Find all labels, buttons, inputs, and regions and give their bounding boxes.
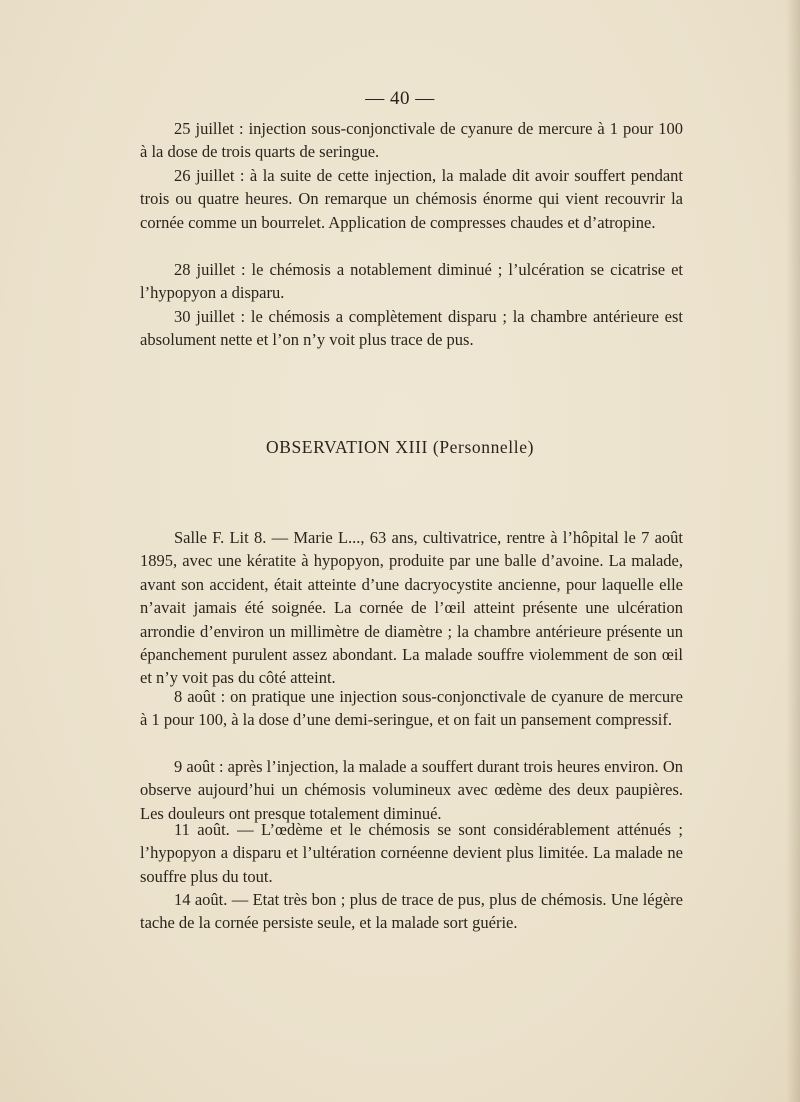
- entry-26-juillet: 26 juillet : à la suite de cette injection, la malade dit avoir souffert pendant trois ou quatre heures. On remarque un chémosis énorme qui vient recouvrir la cornée comme un bourrelet. Application de compresses chaudes et d’atropine.: [140, 166, 683, 232]
- entry-28-juillet: 28 juillet : le chémosis a notablement diminué ; l’ulcération se cicatrise et l’hypopyon a disparu.: [140, 260, 683, 303]
- entry-30-juillet: 30 juillet : le chémosis a complètement disparu ; la chambre antérieure est absolument nette et l’on n’y voit plus trace de pus.: [140, 307, 683, 350]
- observation-case-intro: Salle F. Lit 8. — Marie L..., 63 ans, cultivatrice, rentre à l’hôpital le 7 août 1895, avec une kératite à hypopyon, produite par une balle d’avoine. La malade, avant son accident, était atteinte d’une dacryocystite ancienne, pour laquelle elle n’avait jamais été soignée. La cornée de l’œil atteint présente une ulcération arrondie d’environ un millimètre de diamètre ; la chambre antérieure présente un épanchement purulent assez abondant. La malade souffre violemment de son œil et n’y voit pas du côté atteint.: [140, 528, 683, 688]
- page-number: — 40 —: [365, 88, 435, 109]
- page-edge-shadow: [786, 0, 800, 1102]
- observation-heading: OBSERVATION XIII (Personnelle): [265, 437, 535, 457]
- entry-14-aout: 14 août. — Etat très bon ; plus de trace de pus, plus de chémosis. Une légère tache de la cornée persiste seule, et la malade sort guérie.: [140, 890, 683, 933]
- entry-8-aout: 8 août : on pratique une injection sous-conjonctivale de cyanure de mercure à 1 pour 100, à la dose d’une demi-seringue, et on fait un pansement compressif.: [140, 687, 683, 730]
- entry-25-juillet: 25 juillet : injection sous-conjonctivale de cyanure de mercure à 1 pour 100 à la dose de trois quarts de seringue.: [140, 119, 683, 162]
- entry-9-aout: 9 août : après l’injection, la malade a souffert durant trois heures environ. On observe aujourd’hui un chémosis volumineux avec œdème des deux paupières. Les douleurs ont presque totalement diminué.: [140, 757, 683, 823]
- entry-11-aout: 11 août. — L’œdème et le chémosis se sont considérablement atténués ; l’hypopyon a disparu et l’ultération cornéenne devient plus limitée. La malade ne souffre plus du tout.: [140, 820, 683, 886]
